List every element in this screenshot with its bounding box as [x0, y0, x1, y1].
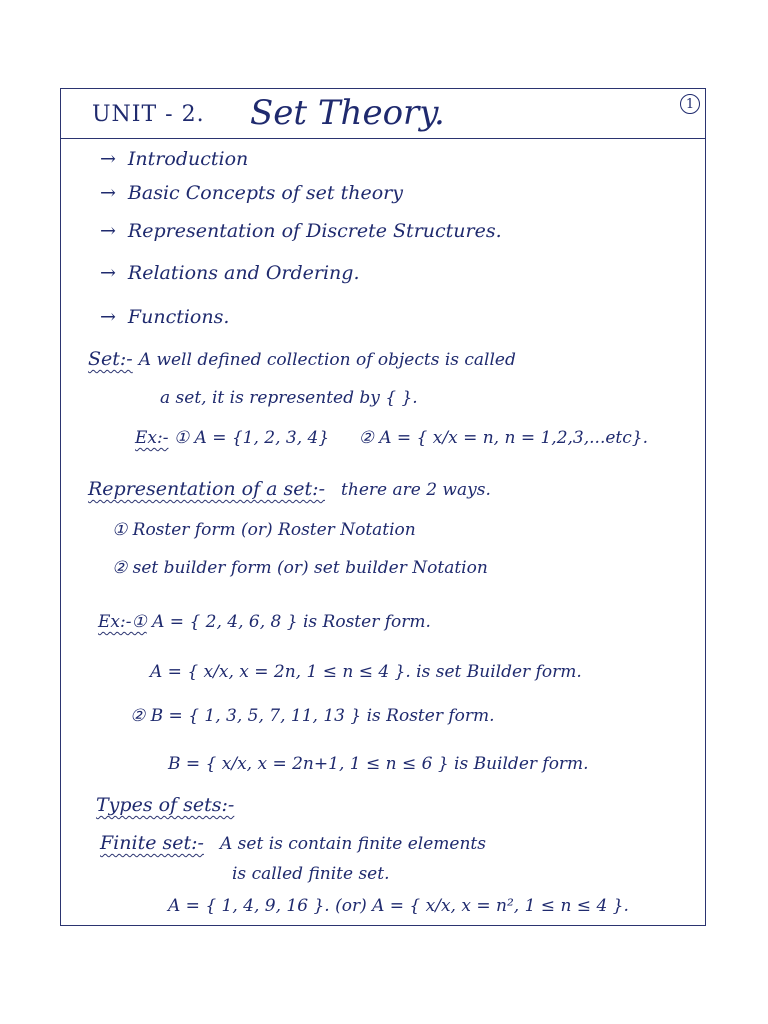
outline-item: → Introduction	[100, 148, 249, 170]
example-b-roster: ② B = { 1, 3, 5, 7, 11, 13 } is Roster form.	[130, 706, 495, 726]
representation-heading: Representation of a set:- there are 2 ways.	[88, 478, 491, 500]
representation-way-2: ② set builder form (or) set builder Notation	[112, 558, 488, 578]
outline-item: → Basic Concepts of set theory	[100, 182, 403, 204]
arrow-right-icon: →	[100, 182, 116, 204]
finite-set-example: A = { 1, 4, 9, 16 }. (or) A = { x/x, x = n², 1 ≤ n ≤ 4 }.	[168, 896, 629, 916]
unit-label: UNIT - 2.	[92, 102, 205, 127]
set-definition-line2: a set, it is represented by { }.	[160, 388, 418, 408]
outline-item: → Relations and Ordering.	[100, 262, 360, 284]
arrow-right-icon: →	[100, 220, 116, 242]
example-b-builder: B = { x/x, x = 2n+1, 1 ≤ n ≤ 6 } is Builder form.	[168, 754, 589, 774]
finite-set-line2: is called finite set.	[232, 864, 390, 884]
finite-set-line1: Finite set:- A set is contain finite elements	[100, 832, 486, 854]
arrow-right-icon: →	[100, 306, 116, 328]
types-heading: Types of sets:-	[96, 794, 235, 816]
page-number-badge: 1	[680, 94, 700, 114]
example-a-roster: Ex:-① A = { 2, 4, 6, 8 } is Roster form.	[98, 612, 431, 632]
page-title: Set Theory.	[250, 93, 445, 133]
set-examples: Ex:- ① A = {1, 2, 3, 4} ② A = { x/x = n, n = 1,2,3,...etc}.	[135, 428, 648, 448]
example-a-builder: A = { x/x, x = 2n, 1 ≤ n ≤ 4 }. is set Builder form.	[150, 662, 582, 682]
set-label: Set:-	[88, 348, 133, 370]
set-definition-line1: Set:- A well defined collection of objects is called	[88, 348, 516, 370]
arrow-right-icon: →	[100, 148, 116, 170]
outline-item: → Functions.	[100, 306, 230, 328]
finite-set-label: Finite set:-	[100, 832, 204, 854]
outline-item: → Representation of Discrete Structures.	[100, 220, 502, 242]
header-rule	[60, 138, 706, 139]
representation-way-1: ① Roster form (or) Roster Notation	[112, 520, 416, 540]
arrow-right-icon: →	[100, 262, 116, 284]
